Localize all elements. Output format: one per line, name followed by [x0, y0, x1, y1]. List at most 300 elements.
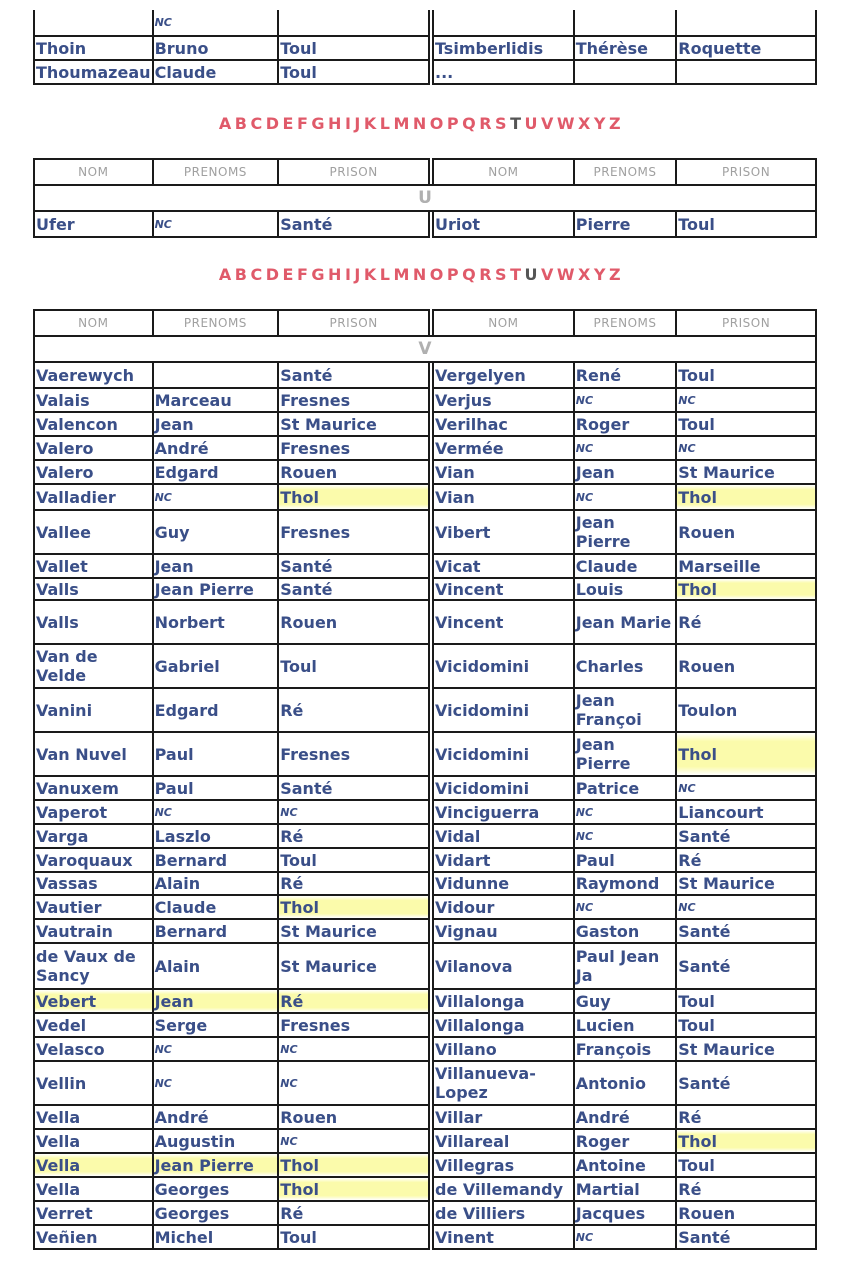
alphabet-letter-d[interactable]: D: [265, 265, 281, 284]
cell-left-prenom: Claude: [153, 60, 279, 84]
cell-left-nom: Valais: [34, 388, 153, 412]
table-row: [34, 1037, 816, 1061]
cell-right-prison: NC: [676, 436, 816, 460]
table-row: [34, 554, 816, 578]
cell-left-prenom: NC: [153, 211, 279, 237]
alphabet-nav: [0, 265, 841, 284]
table-row: [34, 1013, 816, 1037]
table-row: [34, 824, 816, 848]
table-row: [34, 510, 816, 554]
table-row: [34, 10, 816, 36]
cell-right-nom: [433, 10, 574, 36]
cell-right-prenom: Paul: [574, 848, 677, 872]
cell-right-nom: Villar: [433, 1105, 574, 1129]
cell-right-nom: Tsimberlidis: [433, 36, 574, 60]
cell-right-nom: Vidal: [433, 824, 574, 848]
cell-right-prison: Ré: [676, 1105, 816, 1129]
column-header-nom: NOM: [34, 310, 153, 336]
table-row: [34, 848, 816, 872]
cell-right-nom: Vian: [433, 484, 574, 510]
cell-left-nom: Vaerewych: [34, 362, 153, 388]
alphabet-letter-v[interactable]: V: [541, 265, 555, 284]
cell-left-nom: Veñien: [34, 1225, 153, 1249]
table-row: [34, 732, 816, 776]
cell-left-prenom: Laszlo: [153, 824, 279, 848]
cell-left-prison: Rouen: [278, 460, 429, 484]
cell-left-prenom: Paul: [153, 732, 279, 776]
cell-left-nom: Vaperot: [34, 800, 153, 824]
cell-left-prison: St Maurice: [278, 412, 429, 436]
cell-right-nom: Vinciguerra: [433, 800, 574, 824]
cell-right-nom: Vibert: [433, 510, 574, 554]
alphabet-letter-z[interactable]: Z: [608, 114, 623, 133]
cell-left-prison: [278, 10, 429, 36]
cell-right-nom: Vermée: [433, 436, 574, 460]
cell-right-prenom: NC: [574, 895, 677, 919]
alphabet-letter-h[interactable]: H: [328, 265, 343, 284]
cell-left-nom: Valls: [34, 578, 153, 600]
alphabet-letter-v[interactable]: V: [541, 114, 555, 133]
cell-left-prison: Ré: [278, 824, 429, 848]
cell-left-prison: Ré: [278, 1201, 429, 1225]
cell-right-prenom: Guy: [574, 989, 677, 1013]
cell-right-prenom: René: [574, 362, 677, 388]
cell-right-prenom: Patrice: [574, 776, 677, 800]
column-header-prenoms: PRENOMS: [574, 310, 677, 336]
cell-left-prison: Fresnes: [278, 1013, 429, 1037]
cell-right-prenom: Raymond: [574, 872, 677, 895]
cell-left-prenom: Bernard: [153, 848, 279, 872]
u-section-table: [33, 158, 817, 238]
alphabet-letter-a[interactable]: A: [218, 114, 233, 133]
cell-right-prenom: Jean Pierre: [574, 510, 677, 554]
alphabet-letter-a[interactable]: A: [218, 265, 233, 284]
table-row: [34, 388, 816, 412]
cell-left-prison: Santé: [278, 776, 429, 800]
cell-left-prenom: Michel: [153, 1225, 279, 1249]
cell-right-prison: Santé: [676, 1061, 816, 1105]
column-header-prenoms: PRENOMS: [153, 310, 279, 336]
alphabet-letter-p[interactable]: P: [446, 265, 461, 284]
alphabet-letter-q[interactable]: Q: [462, 265, 478, 284]
table-row: [34, 800, 816, 824]
alphabet-letter-g[interactable]: G: [311, 114, 327, 133]
cell-right-nom: Vian: [433, 460, 574, 484]
cell-left-prenom: NC: [153, 484, 279, 510]
cell-left-prenom: NC: [153, 1061, 279, 1105]
alphabet-letter-h[interactable]: H: [328, 114, 343, 133]
cell-right-prenom: Martial: [574, 1177, 677, 1201]
cell-right-prison: Toul: [676, 412, 816, 436]
table-row: [34, 989, 816, 1013]
alphabet-letter-f[interactable]: F: [296, 265, 310, 284]
cell-right-prenom: François: [574, 1037, 677, 1061]
table-row: [34, 1153, 816, 1177]
column-header-prison: PRISON: [278, 159, 429, 185]
cell-right-nom: Vicat: [433, 554, 574, 578]
cell-right-prenom: Pierre: [574, 211, 677, 237]
cell-right-nom: Vicidomini: [433, 644, 574, 688]
alphabet-letter-s[interactable]: S: [495, 114, 509, 133]
cell-left-nom: Van de Velde: [34, 644, 153, 688]
alphabet-letter-c[interactable]: C: [250, 265, 264, 284]
cell-right-nom: Verjus: [433, 388, 574, 412]
cell-right-prenom: Paul Jean Ja: [574, 943, 677, 989]
cell-left-nom: Varga: [34, 824, 153, 848]
cell-right-nom: de Villiers: [433, 1201, 574, 1225]
cell-right-prison: Liancourt: [676, 800, 816, 824]
cell-left-prenom: Bernard: [153, 919, 279, 943]
cell-right-prenom: Jacques: [574, 1201, 677, 1225]
cell-left-prison: Toul: [278, 848, 429, 872]
cell-right-prison: Roquette: [676, 36, 816, 60]
cell-left-prison: Toul: [278, 60, 429, 84]
cell-right-prison: NC: [676, 388, 816, 412]
alphabet-letter-y[interactable]: Y: [593, 265, 607, 284]
alphabet-letter-u[interactable]: U: [524, 114, 539, 133]
section-letter: V: [34, 336, 816, 362]
cell-right-prison: Toulon: [676, 688, 816, 732]
cell-right-prenom: Roger: [574, 1129, 677, 1153]
alphabet-letter-i[interactable]: I: [344, 265, 353, 284]
cell-left-prenom: Gabriel: [153, 644, 279, 688]
table-row: [34, 211, 816, 237]
table-row: [34, 436, 816, 460]
cell-right-prenom: Louis: [574, 578, 677, 600]
alphabet-letter-m[interactable]: M: [393, 114, 411, 133]
cell-left-prenom: Georges: [153, 1177, 279, 1201]
cell-right-prenom: NC: [574, 1225, 677, 1249]
cell-right-nom: Villalonga: [433, 1013, 574, 1037]
cell-left-prison: Fresnes: [278, 510, 429, 554]
cell-right-nom: Vincent: [433, 600, 574, 644]
alphabet-letter-l[interactable]: L: [379, 265, 392, 284]
cell-left-nom: Vella: [34, 1129, 153, 1153]
table-row: [34, 644, 816, 688]
cell-left-nom: Vautier: [34, 895, 153, 919]
cell-right-nom: Vignau: [433, 919, 574, 943]
cell-right-prenom: Antoine: [574, 1153, 677, 1177]
cell-left-prison: Thol: [278, 484, 429, 510]
cell-right-prison: NC: [676, 895, 816, 919]
cell-right-nom: Vidart: [433, 848, 574, 872]
cell-right-prison: Santé: [676, 1225, 816, 1249]
cell-left-prison: Santé: [278, 362, 429, 388]
cell-right-nom: Villareal: [433, 1129, 574, 1153]
cell-left-nom: Thoin: [34, 36, 153, 60]
cell-left-prison: NC: [278, 800, 429, 824]
cell-left-prison: Toul: [278, 36, 429, 60]
cell-left-prenom: Edgard: [153, 460, 279, 484]
alphabet-letter-b[interactable]: B: [234, 265, 249, 284]
cell-left-prison: NC: [278, 1037, 429, 1061]
cell-right-nom: Uriot: [433, 211, 574, 237]
cell-right-prison: Toul: [676, 362, 816, 388]
cell-left-prenom: Edgard: [153, 688, 279, 732]
cell-right-prison: NC: [676, 776, 816, 800]
cell-left-nom: Vella: [34, 1105, 153, 1129]
cell-left-nom: Valero: [34, 460, 153, 484]
cell-left-nom: Vanuxem: [34, 776, 153, 800]
cell-left-nom: Valls: [34, 600, 153, 644]
alphabet-letter-t[interactable]: T: [510, 114, 523, 133]
table-row: [34, 895, 816, 919]
cell-left-prison: Fresnes: [278, 732, 429, 776]
table-row: [34, 872, 816, 895]
alphabet-letter-q[interactable]: Q: [462, 114, 478, 133]
cell-right-prenom: André: [574, 1105, 677, 1129]
cell-left-nom: Varoquaux: [34, 848, 153, 872]
section-letter-row: [34, 336, 816, 362]
cell-left-prison: Ré: [278, 872, 429, 895]
cell-left-prison: Thol: [278, 1177, 429, 1201]
alphabet-letter-r[interactable]: R: [479, 265, 494, 284]
cell-right-prison: Thol: [676, 484, 816, 510]
column-header-prison: PRISON: [676, 310, 816, 336]
column-header-prenoms: PRENOMS: [574, 159, 677, 185]
cell-left-prison: St Maurice: [278, 943, 429, 989]
cell-right-prenom: Thérèse: [574, 36, 677, 60]
cell-left-prison: Fresnes: [278, 388, 429, 412]
cell-right-prison: [676, 60, 816, 84]
cell-left-prison: Thol: [278, 895, 429, 919]
cell-right-prenom: NC: [574, 484, 677, 510]
cell-right-prenom: NC: [574, 436, 677, 460]
alphabet-letter-k[interactable]: K: [363, 114, 378, 133]
cell-right-prenom: NC: [574, 388, 677, 412]
cell-right-nom: Vicidomini: [433, 688, 574, 732]
column-header-nom: NOM: [433, 310, 574, 336]
table-row: [34, 1129, 816, 1153]
cell-left-prison: Rouen: [278, 600, 429, 644]
cell-right-prison: Santé: [676, 824, 816, 848]
table-row: [34, 460, 816, 484]
cell-left-prenom: André: [153, 1105, 279, 1129]
table-row: [34, 578, 816, 600]
alphabet-letter-l[interactable]: L: [379, 114, 392, 133]
table-row: [34, 60, 816, 84]
cell-left-prenom: Jean Pierre: [153, 1153, 279, 1177]
cell-left-prenom: Augustin: [153, 1129, 279, 1153]
cell-right-prison: Santé: [676, 943, 816, 989]
alphabet-letter-n[interactable]: N: [412, 265, 428, 284]
cell-right-prenom: Antonio: [574, 1061, 677, 1105]
column-header-nom: NOM: [34, 159, 153, 185]
cell-left-prison: NC: [278, 1129, 429, 1153]
cell-right-prenom: Claude: [574, 554, 677, 578]
cell-left-prenom: Bruno: [153, 36, 279, 60]
cell-left-nom: Vellin: [34, 1061, 153, 1105]
cell-left-nom: Vella: [34, 1177, 153, 1201]
cell-left-nom: Thoumazeau: [34, 60, 153, 84]
alphabet-letter-e[interactable]: E: [282, 265, 295, 284]
column-header-prison: PRISON: [278, 310, 429, 336]
cell-right-prison: Toul: [676, 211, 816, 237]
cell-right-prenom: Jean: [574, 460, 677, 484]
cell-right-prenom: Jean Pierre: [574, 732, 677, 776]
cell-right-nom: Vicidomini: [433, 776, 574, 800]
cell-right-nom: ...: [433, 60, 574, 84]
cell-left-nom: de Vaux de Sancy: [34, 943, 153, 989]
table-row: [34, 688, 816, 732]
cell-left-prenom: Paul: [153, 776, 279, 800]
cell-left-prison: Toul: [278, 644, 429, 688]
cell-left-prenom: Marceau: [153, 388, 279, 412]
table-row: [34, 943, 816, 989]
cell-right-prison: Rouen: [676, 510, 816, 554]
cell-left-nom: Verret: [34, 1201, 153, 1225]
cell-left-prison: Ré: [278, 989, 429, 1013]
table-row: [34, 412, 816, 436]
table-row: [34, 362, 816, 388]
cell-right-prison: Thol: [676, 1129, 816, 1153]
cell-left-prenom: Serge: [153, 1013, 279, 1037]
cell-right-nom: Vilanova: [433, 943, 574, 989]
alphabet-letter-r[interactable]: R: [479, 114, 494, 133]
cell-left-prison: Santé: [278, 578, 429, 600]
cell-right-prenom: Charles: [574, 644, 677, 688]
cell-right-nom: Vergelyen: [433, 362, 574, 388]
table-row: [34, 1225, 816, 1249]
alphabet-letter-z[interactable]: Z: [608, 265, 623, 284]
alphabet-letter-o[interactable]: O: [429, 114, 445, 133]
alphabet-letter-o[interactable]: O: [429, 265, 445, 284]
cell-left-nom: Velasco: [34, 1037, 153, 1061]
cell-right-prison: Toul: [676, 1013, 816, 1037]
cell-left-prison: NC: [278, 1061, 429, 1105]
cell-right-nom: Vidour: [433, 895, 574, 919]
t-section-table: [33, 10, 817, 85]
cell-left-prison: Fresnes: [278, 436, 429, 460]
cell-left-nom: Vella: [34, 1153, 153, 1177]
section-letter: U: [34, 185, 816, 211]
cell-left-nom: Van Nuvel: [34, 732, 153, 776]
alphabet-letter-j[interactable]: J: [354, 114, 362, 133]
cell-right-prenom: Roger: [574, 412, 677, 436]
cell-right-prison: Santé: [676, 919, 816, 943]
cell-right-nom: Villegras: [433, 1153, 574, 1177]
cell-left-nom: Vautrain: [34, 919, 153, 943]
cell-left-prenom: Guy: [153, 510, 279, 554]
cell-right-prison: Ré: [676, 1177, 816, 1201]
cell-right-nom: Villano: [433, 1037, 574, 1061]
alphabet-letter-k[interactable]: K: [363, 265, 378, 284]
alphabet-letter-d[interactable]: D: [265, 114, 281, 133]
cell-right-prenom: [574, 10, 677, 36]
cell-left-prenom: Jean Pierre: [153, 578, 279, 600]
cell-left-nom: Vassas: [34, 872, 153, 895]
cell-right-prenom: Jean Françoi: [574, 688, 677, 732]
cell-left-nom: Valencon: [34, 412, 153, 436]
alphabet-letter-b[interactable]: B: [234, 114, 249, 133]
alphabet-letter-p[interactable]: P: [446, 114, 461, 133]
alphabet-letter-u[interactable]: U: [524, 265, 539, 284]
column-header-row: [34, 310, 816, 336]
cell-left-nom: Ufer: [34, 211, 153, 237]
cell-right-nom: Verilhac: [433, 412, 574, 436]
table-row: [34, 919, 816, 943]
column-header-row: [34, 159, 816, 185]
cell-right-nom: Villanueva-Lopez: [433, 1061, 574, 1105]
alphabet-letter-c[interactable]: C: [250, 114, 264, 133]
table-row: [34, 1177, 816, 1201]
cell-left-prenom: André: [153, 436, 279, 460]
alphabet-letter-w[interactable]: W: [556, 114, 577, 133]
cell-right-nom: Vincent: [433, 578, 574, 600]
table-row: [34, 600, 816, 644]
cell-right-prison: Rouen: [676, 644, 816, 688]
cell-left-prenom: NC: [153, 1037, 279, 1061]
table-row: [34, 1105, 816, 1129]
cell-right-prison: Ré: [676, 600, 816, 644]
alphabet-letter-t[interactable]: T: [510, 265, 523, 284]
alphabet-letter-m[interactable]: M: [393, 265, 411, 284]
table-row: [34, 776, 816, 800]
alphabet-letter-j[interactable]: J: [354, 265, 362, 284]
cell-right-prenom: [574, 60, 677, 84]
alphabet-letter-e[interactable]: E: [282, 114, 295, 133]
cell-left-prenom: NC: [153, 800, 279, 824]
alphabet-letter-f[interactable]: F: [296, 114, 310, 133]
cell-right-prison: Toul: [676, 989, 816, 1013]
cell-right-prison: Thol: [676, 732, 816, 776]
cell-right-prenom: Gaston: [574, 919, 677, 943]
cell-right-prenom: NC: [574, 800, 677, 824]
cell-left-nom: [34, 10, 153, 36]
cell-right-nom: de Villemandy: [433, 1177, 574, 1201]
cell-left-prenom: Jean: [153, 412, 279, 436]
table-row: [34, 36, 816, 60]
cell-right-prison: St Maurice: [676, 1037, 816, 1061]
cell-right-prison: Thol: [676, 578, 816, 600]
cell-right-prenom: Jean Marie: [574, 600, 677, 644]
cell-right-prenom: Lucien: [574, 1013, 677, 1037]
cell-left-prison: St Maurice: [278, 919, 429, 943]
cell-right-nom: Vidunne: [433, 872, 574, 895]
table-row: [34, 484, 816, 510]
cell-left-nom: Vebert: [34, 989, 153, 1013]
cell-left-prison: Santé: [278, 211, 429, 237]
column-header-prenoms: PRENOMS: [153, 159, 279, 185]
alphabet-letter-n[interactable]: N: [412, 114, 428, 133]
cell-left-nom: Valero: [34, 436, 153, 460]
cell-left-prenom: Alain: [153, 872, 279, 895]
cell-right-prison: St Maurice: [676, 460, 816, 484]
cell-right-prison: Toul: [676, 1153, 816, 1177]
alphabet-letter-w[interactable]: W: [556, 265, 577, 284]
alphabet-letter-x[interactable]: X: [578, 114, 592, 133]
alphabet-nav: [0, 114, 841, 133]
cell-right-nom: Vicidomini: [433, 732, 574, 776]
cell-left-prenom: Jean: [153, 554, 279, 578]
alphabet-letter-g[interactable]: G: [311, 265, 327, 284]
cell-left-prenom: Alain: [153, 943, 279, 989]
alphabet-letter-i[interactable]: I: [344, 114, 353, 133]
cell-left-prenom: Norbert: [153, 600, 279, 644]
table-row: [34, 1061, 816, 1105]
alphabet-letter-y[interactable]: Y: [593, 114, 607, 133]
cell-left-prenom: [153, 362, 279, 388]
cell-left-prenom: Jean: [153, 989, 279, 1013]
cell-right-prison: [676, 10, 816, 36]
alphabet-letter-x[interactable]: X: [578, 265, 592, 284]
cell-left-prison: Toul: [278, 1225, 429, 1249]
cell-left-prison: Thol: [278, 1153, 429, 1177]
cell-left-nom: Vallee: [34, 510, 153, 554]
cell-right-prenom: NC: [574, 824, 677, 848]
alphabet-letter-s[interactable]: S: [495, 265, 509, 284]
cell-left-nom: Vanini: [34, 688, 153, 732]
